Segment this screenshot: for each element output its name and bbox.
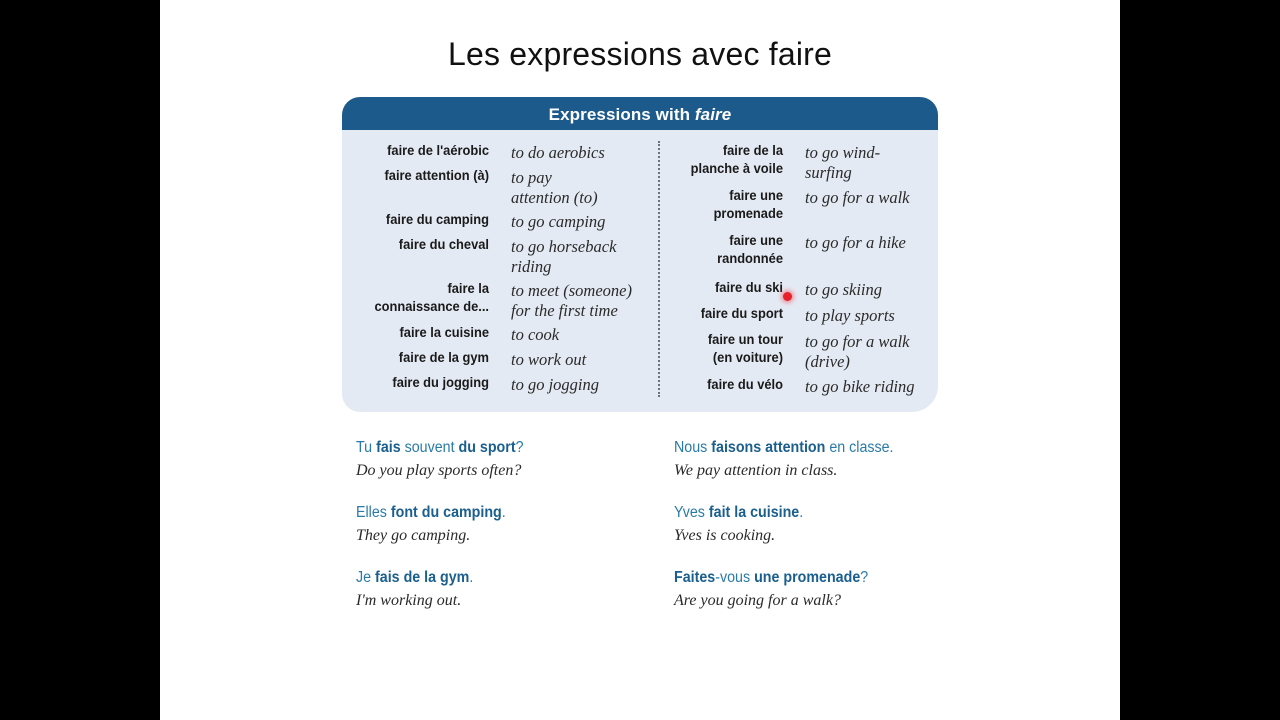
highlighted-phrase: Faites — [674, 569, 716, 586]
english-translation-line: to work out — [511, 350, 587, 369]
english-translation — [805, 233, 935, 253]
plain-text: Elles — [356, 504, 391, 521]
plain-text: ? — [860, 569, 869, 586]
example-sentence — [356, 438, 538, 481]
french-expression-line: faire du vélo — [707, 376, 783, 392]
english-translation — [511, 325, 651, 345]
example-french — [356, 503, 506, 523]
english-translation-line: to go bike riding — [805, 377, 915, 396]
french-expression-line: faire du cheval — [398, 236, 489, 252]
plain-text: Nous — [674, 439, 712, 456]
highlighted-phrase: font du camping — [390, 504, 502, 521]
french-expression — [351, 141, 489, 159]
english-translation-line: surfing — [805, 162, 852, 182]
plain-text: -vous — [715, 569, 755, 586]
french-expression — [663, 231, 783, 267]
plain-text: Je — [356, 569, 376, 586]
english-translation — [511, 375, 651, 395]
french-expression-line: faire du ski — [714, 279, 783, 295]
plain-text: Tu — [356, 439, 377, 456]
example-french — [674, 438, 894, 458]
example-french — [674, 503, 803, 523]
french-expression-line: connaissance de... — [374, 298, 489, 314]
french-expression — [351, 235, 489, 253]
example-sentence — [674, 503, 814, 546]
english-translation — [805, 143, 935, 182]
english-translation-line: to go for a walk — [805, 188, 910, 207]
highlighted-phrase: faisons attention — [711, 439, 826, 456]
french-expression — [351, 166, 489, 184]
english-translation-line: (drive) — [805, 351, 850, 371]
french-expression — [351, 348, 489, 366]
english-translation-line: to play sports — [805, 306, 895, 325]
english-translation — [805, 306, 935, 326]
slide — [160, 0, 1120, 720]
example-english: Do you play sports often? — [356, 462, 522, 479]
english-translation — [511, 350, 651, 370]
table-header — [342, 97, 938, 130]
english-translation-line: to meet (someone) — [511, 281, 632, 300]
french-expression-line: faire du camping — [385, 211, 489, 227]
french-expression-line: promenade — [713, 205, 783, 221]
table-header-text: Expressions with — [548, 105, 695, 124]
english-translation — [511, 281, 651, 320]
french-expression — [663, 375, 783, 393]
french-expression-line: faire la cuisine — [399, 324, 489, 340]
slide-title: Les expressions avec faire — [447, 36, 833, 72]
highlighted-phrase: du sport — [458, 439, 516, 456]
french-expression-line: faire attention (à) — [384, 167, 489, 183]
example-english: They go camping. — [356, 527, 471, 544]
highlighted-phrase: fais — [376, 439, 401, 456]
french-expression-line: faire la — [447, 280, 489, 296]
english-translation-line: to go for a hike — [805, 233, 906, 252]
french-expression-line: randonnée — [717, 250, 783, 266]
french-expression-line: faire de la gym — [398, 349, 489, 365]
example-english: Are you going for a walk? — [674, 592, 841, 609]
plain-text: souvent — [400, 439, 459, 456]
english-translation-line: attention (to) — [511, 187, 598, 207]
pointer-cursor-dot — [783, 292, 792, 301]
english-translation — [805, 377, 935, 397]
example-english: I'm working out. — [356, 592, 462, 609]
english-translation-line: to pay — [511, 168, 552, 187]
example-sentence — [674, 568, 885, 611]
highlighted-phrase: une promenade — [754, 569, 861, 586]
english-translation — [805, 188, 935, 208]
english-translation-line: to do aerobics — [511, 143, 605, 162]
example-english: Yves is cooking. — [674, 527, 776, 544]
example-english: We pay attention in class. — [674, 462, 838, 479]
french-expression — [351, 373, 489, 391]
french-expression-line: faire du sport — [700, 305, 783, 321]
column-divider — [658, 141, 660, 397]
expressions-table — [342, 97, 938, 412]
english-translation — [805, 332, 935, 371]
french-expression-line: faire de l'aérobic — [387, 142, 489, 158]
example-french — [674, 568, 868, 588]
plain-text: en classe. — [825, 439, 894, 456]
english-translation-line: riding — [511, 256, 552, 276]
french-expression-line: faire une — [729, 187, 783, 203]
french-expression — [663, 330, 783, 366]
example-sentence — [356, 568, 484, 611]
english-translation-line: to go for a walk — [805, 332, 910, 351]
french-expression — [663, 186, 783, 222]
english-translation-line: to cook — [511, 325, 560, 344]
french-expression — [663, 278, 783, 296]
french-expression-line: planche à voile — [690, 160, 783, 176]
english-translation-line: to go wind- — [805, 143, 881, 162]
english-translation — [511, 143, 651, 163]
example-sentence — [674, 438, 913, 481]
french-expression — [663, 304, 783, 322]
english-translation-line: to go skiing — [805, 280, 882, 299]
english-translation — [511, 237, 651, 276]
english-translation — [511, 168, 651, 207]
highlighted-phrase: fais de la gym — [375, 569, 470, 586]
plain-text: . — [501, 504, 506, 521]
french-expression — [663, 141, 783, 177]
english-translation — [511, 212, 651, 232]
french-expression-line: faire de la — [722, 142, 783, 158]
plain-text: . — [469, 569, 474, 586]
french-expression — [351, 323, 489, 341]
example-sentence — [356, 503, 519, 546]
plain-text: Yves — [674, 504, 709, 521]
example-french — [356, 438, 524, 458]
french-expression-line: faire un tour — [707, 331, 783, 347]
english-translation-line: for the first time — [511, 300, 618, 320]
plain-text: . — [799, 504, 804, 521]
french-expression — [351, 279, 489, 315]
french-expression-line: faire du jogging — [392, 374, 489, 390]
french-expression-line: faire une — [729, 232, 783, 248]
english-translation — [805, 280, 935, 300]
english-translation-line: to go horseback — [511, 237, 617, 256]
french-expression-line: (en voiture) — [712, 349, 783, 365]
example-french — [356, 568, 473, 588]
french-expression — [351, 210, 489, 228]
english-translation-line: to go camping — [511, 212, 606, 231]
table-header-italic: faire — [694, 105, 732, 124]
english-translation-line: to go jogging — [511, 375, 600, 394]
highlighted-phrase: fait la cuisine — [708, 504, 800, 521]
plain-text: ? — [515, 439, 524, 456]
